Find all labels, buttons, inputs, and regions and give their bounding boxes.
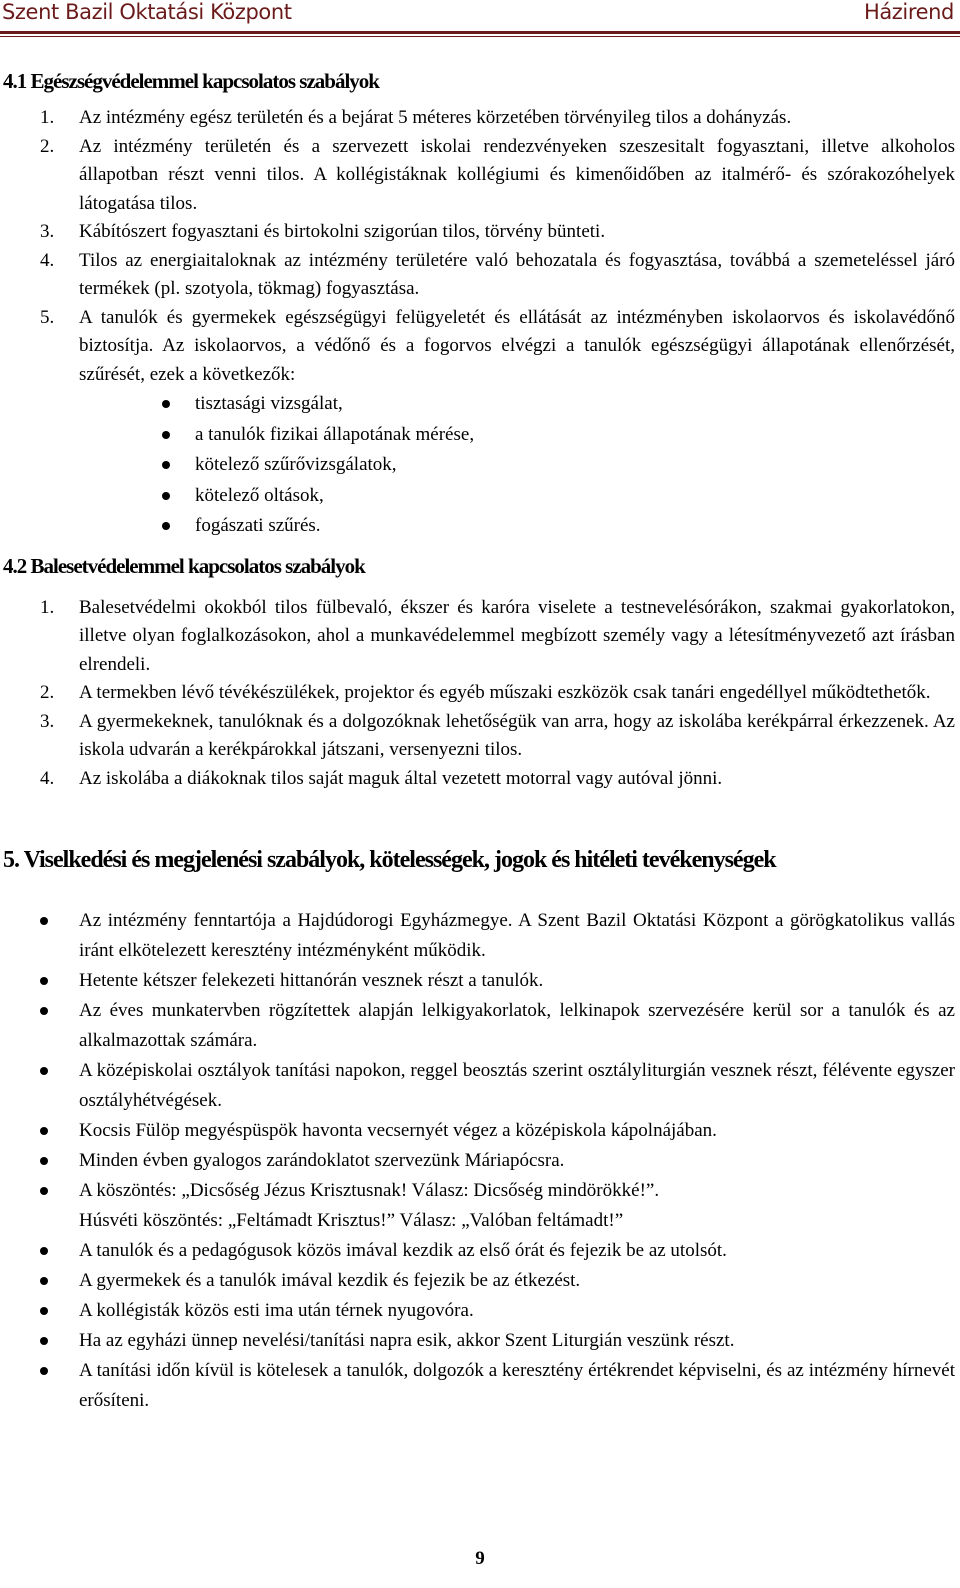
list-item: [0, 104, 960, 133]
bullet-icon: [40, 1307, 48, 1315]
header-rule-thin: [0, 36, 960, 37]
list-item: [0, 304, 960, 390]
header-document-title: Házirend: [863, 0, 954, 24]
item-text: Az intézmény egész területén és a bejárat 5 méteres körzetében törvényileg tilos a dohányzás.: [79, 107, 792, 128]
header-organization: Szent Bazil Oktatási Központ: [2, 0, 292, 24]
bullet-item: A tanulók és a pedagógusok közös imával kezdik az első órát és fejezik be az utolsót.: [0, 1236, 960, 1266]
bullet-item: Hetente kétszer felekezeti hittanórán vesznek részt a tanulók.: [0, 966, 960, 996]
section-4-2-heading: 4.2 Balesetvédelemmel kapcsolatos szabályok: [3, 553, 365, 578]
screening-item: fogászati szűrés.: [0, 511, 960, 542]
item-text: Kábítószert fogyasztani és birtokolni szigorúan tilos, törvény bünteti.: [79, 221, 606, 242]
bullet-icon: [40, 1187, 48, 1195]
bullet-icon: [162, 492, 170, 500]
list-item: [0, 133, 960, 219]
bullet-item: Kocsis Fülöp megyéspüspök havonta vecsernyét végez a középiskola kápolnájában.: [0, 1116, 960, 1146]
bullet-icon: [162, 431, 170, 439]
bullet-icon: [40, 1157, 48, 1165]
page-content: [0, 66, 960, 1416]
bullet-item: A köszöntés: „Dicsőség Jézus Krisztusnak! Válasz: Dicsőség mindörökké!”. Húsvéti köszöntés: „Feltámadt Krisztus!” Válasz: „Valóban feltámadt!”: [0, 1176, 960, 1236]
bullet-item: A középiskolai osztályok tanítási napokon, reggel beosztás szerint osztályliturgián vesznek részt, félévente egyszer osztályhétvégések.: [0, 1056, 960, 1116]
bullet-item: A kollégisták közös esti ima után térnek nyugovóra.: [0, 1296, 960, 1326]
bullet-icon: [162, 461, 170, 469]
bullet-item: Az intézmény fenntartója a Hajdúdorogi Egyházmegye. A Szent Bazil Oktatási Központ a görögkatolikus vallás iránt elkötelezett keresztény intézményként működik.: [0, 906, 960, 966]
section-4-1-list: [0, 104, 960, 389]
screening-list: [0, 389, 960, 542]
bullet-icon: [40, 1277, 48, 1285]
item-text: Balesetvédelmi okokból tilos fülbevaló, ékszer és karóra viselete a testnevelésórákon, szakmai gyakorlatokon, illetve olyan foglalkozásokon, ahol a munkavédelemmel megbízott személy vagy a létesítményvezető azt írásban elrendeli.: [79, 596, 955, 675]
item-text: Tilos az energiaitaloknak az intézmény területére való behozatala és fogyasztása, továbbá a szemeteléssel járó termékek (pl. szotyola, tökmag) fogyasztása.: [79, 249, 955, 299]
header-rule-thick: [0, 31, 960, 34]
item-text: Az iskolába a diákoknak tilos saját maguk által vezetett motorral vagy autóval jönni.: [79, 767, 723, 789]
page-number: 9: [475, 1548, 485, 1569]
list-item: [0, 708, 960, 765]
bullet-icon: [40, 1337, 48, 1345]
bullet-item: Az éves munkatervben rögzítettek alapján lelkigyakorlatok, lelkinapok szervezésére kerül sor a tanulók és az alkalmazottak számára.: [0, 996, 960, 1056]
item-number: 5.: [40, 306, 55, 328]
bullet-icon: [162, 522, 170, 530]
item-number: 2.: [40, 682, 55, 703]
list-item: [0, 765, 960, 794]
bullet-item: Minden évben gyalogos zarándoklatot szervezünk Máriapócsra.: [0, 1146, 960, 1176]
item-number: 4.: [40, 767, 55, 789]
item-text: Az intézmény területén és a szervezett iskolai rendezvényeken szeszesitalt fogyasztani, illetve alkoholos állapotban részt venni tilos. A kollégistáknak kollégiumi és kimenőidőben az italmérő- és szórakozóhelyek látogatása tilos.: [79, 135, 955, 214]
screening-item: a tanulók fizikai állapotának mérése,: [0, 420, 960, 451]
list-item: [0, 679, 960, 708]
item-text: A tanulók és gyermekek egészségügyi felügyeletét és ellátását az intézményben iskolaorvos és iskolavédőnő biztosítja. Az iskolaorvos, a védőnő és a fogorvos elvégzi a tanulók egészségügyi állapotának ellenőrzését, szűrését, ezek a következők:: [79, 306, 955, 385]
bullet-item: A gyermekek és a tanulók imával kezdik és fejezik be az étkezést.: [0, 1266, 960, 1296]
section-4-1-heading: 4.1 Egészségvédelemmel kapcsolatos szabályok: [3, 69, 379, 93]
list-item: [0, 218, 960, 247]
page-header: [0, 0, 960, 34]
bullet-icon: [40, 1127, 48, 1135]
item-number: 2.: [40, 135, 55, 157]
item-text: A gyermekeknek, tanulóknak és a dolgozóknak lehetőségük van arra, hogy az iskolába kerékpárral érkezzenek. Az iskola udvarán a kerékpárokkal játszani, versenyezni tilos.: [79, 710, 955, 760]
bullet-icon: [40, 1067, 48, 1075]
screening-item: kötelező oltások,: [0, 481, 960, 512]
list-item: [0, 594, 960, 680]
bullet-item: A tanítási időn kívül is kötelesek a tanulók, dolgozók a keresztény értékrendet képviselni, és az intézmény hírnevét erősíteni.: [0, 1356, 960, 1416]
bullet-icon: [40, 1247, 48, 1255]
bullet-item: Ha az egyházi ünnep nevelési/tanítási napra esik, akkor Szent Liturgián veszünk részt.: [0, 1326, 960, 1356]
screening-item: tisztasági vizsgálat,: [0, 389, 960, 420]
bullet-icon: [40, 917, 48, 925]
section-5-list: [0, 906, 960, 1416]
item-number: 3.: [40, 221, 55, 242]
easter-greeting: Húsvéti köszöntés: „Feltámadt Krisztus!” Válasz: „Valóban feltámadt!”: [79, 1210, 624, 1231]
list-item: [0, 247, 960, 304]
bullet-icon: [162, 400, 170, 408]
screening-item: kötelező szűrővizsgálatok,: [0, 450, 960, 481]
item-text: A termekben lévő tévékészülékek, projektor és egyéb műszaki eszközök csak tanári engedéllyel működtethetők.: [79, 682, 931, 703]
item-number: 1.: [40, 596, 55, 618]
section-5-heading: 5. Viselkedési és megjelenési szabályok, kötelességek, jogok és hitéleti tevékenységek: [3, 847, 776, 873]
bullet-icon: [40, 1367, 48, 1375]
bullet-icon: [40, 977, 48, 985]
bullet-icon: [40, 1007, 48, 1015]
item-number: 3.: [40, 710, 55, 732]
item-number: 1.: [40, 107, 55, 128]
item-number: 4.: [40, 249, 55, 271]
section-4-2-list: [0, 594, 960, 794]
